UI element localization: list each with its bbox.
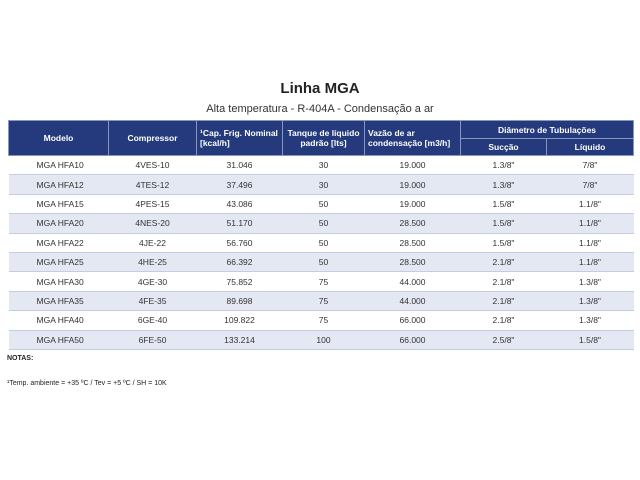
footnote-text: ¹Temp. ambiente = +35 ºC / Tev = +5 ºC / SH = 10K xyxy=(7,380,167,387)
page-subtitle: Alta temperatura - R-404A - Condensação a ar xyxy=(206,103,434,115)
cell-liquido: 7/8" xyxy=(547,175,634,194)
cell-compressor: 4NES-20 xyxy=(109,214,197,233)
header-tanque: Tanque de líquido padrão [lts] xyxy=(283,121,365,156)
cell-tanque: 75 xyxy=(283,291,365,310)
cell-tanque: 50 xyxy=(283,194,365,213)
cell-compressor: 4PES-15 xyxy=(109,194,197,213)
cell-modelo: MGA HFA35 xyxy=(9,291,109,310)
cell-cap: 43.086 xyxy=(197,194,283,213)
cell-vazao: 19.000 xyxy=(365,175,461,194)
cell-modelo: MGA HFA50 xyxy=(9,330,109,349)
header-vazao: Vazão de ar condensação [m3/h] xyxy=(365,121,461,156)
cell-cap: 37.496 xyxy=(197,175,283,194)
notes-label: NOTAS: xyxy=(7,355,34,362)
cell-succao: 1.5/8" xyxy=(461,194,547,213)
cell-succao: 1.5/8" xyxy=(461,214,547,233)
header-liquido: Líquido xyxy=(547,139,634,156)
cell-cap: 109.822 xyxy=(197,311,283,330)
cell-compressor: 4JE-22 xyxy=(109,233,197,252)
cell-liquido: 1.3/8" xyxy=(547,291,634,310)
cell-modelo: MGA HFA20 xyxy=(9,214,109,233)
cell-modelo: MGA HFA30 xyxy=(9,272,109,291)
cell-cap: 56.760 xyxy=(197,233,283,252)
table-row xyxy=(9,233,634,252)
cell-liquido: 1.3/8" xyxy=(547,272,634,291)
cell-cap: 31.046 xyxy=(197,156,283,175)
cell-compressor: 4TES-12 xyxy=(109,175,197,194)
cell-compressor: 4FE-35 xyxy=(109,291,197,310)
cell-modelo: MGA HFA22 xyxy=(9,233,109,252)
cell-tanque: 30 xyxy=(283,175,365,194)
cell-modelo: MGA HFA15 xyxy=(9,194,109,213)
cell-modelo: MGA HFA12 xyxy=(9,175,109,194)
table-row xyxy=(9,156,634,175)
cell-vazao: 28.500 xyxy=(365,252,461,271)
cell-liquido: 1.1/8" xyxy=(547,194,634,213)
cell-vazao: 44.000 xyxy=(365,291,461,310)
cell-tanque: 30 xyxy=(283,156,365,175)
cell-succao: 2.1/8" xyxy=(461,311,547,330)
page-title: Linha MGA xyxy=(280,80,360,97)
header-succao: Sucção xyxy=(461,139,547,156)
cell-tanque: 50 xyxy=(283,214,365,233)
cell-cap: 133.214 xyxy=(197,330,283,349)
cell-vazao: 28.500 xyxy=(365,214,461,233)
table-row xyxy=(9,291,634,310)
cell-succao: 1.3/8" xyxy=(461,156,547,175)
cell-vazao: 28.500 xyxy=(365,233,461,252)
table-row xyxy=(9,272,634,291)
table-row xyxy=(9,175,634,194)
table-row xyxy=(9,214,634,233)
cell-succao: 2.1/8" xyxy=(461,272,547,291)
cell-compressor: 4GE-30 xyxy=(109,272,197,291)
cell-succao: 1.5/8" xyxy=(461,233,547,252)
cell-liquido: 1.3/8" xyxy=(547,311,634,330)
cell-tanque: 50 xyxy=(283,252,365,271)
cell-succao: 2.1/8" xyxy=(461,291,547,310)
table-body xyxy=(9,156,634,350)
cell-modelo: MGA HFA25 xyxy=(9,252,109,271)
cell-vazao: 44.000 xyxy=(365,272,461,291)
header-cap-frig: ¹Cap. Frig. Nominal [kcal/h] xyxy=(197,121,283,156)
cell-tanque: 50 xyxy=(283,233,365,252)
cell-tanque: 75 xyxy=(283,311,365,330)
cell-liquido: 7/8" xyxy=(547,156,634,175)
table-row xyxy=(9,252,634,271)
spec-table xyxy=(8,120,634,350)
table-row xyxy=(9,194,634,213)
cell-modelo: MGA HFA40 xyxy=(9,311,109,330)
cell-liquido: 1.1/8" xyxy=(547,214,634,233)
cell-tanque: 75 xyxy=(283,272,365,291)
cell-liquido: 1.1/8" xyxy=(547,252,634,271)
table-row xyxy=(9,330,634,349)
cell-vazao: 19.000 xyxy=(365,194,461,213)
cell-modelo: MGA HFA10 xyxy=(9,156,109,175)
cell-cap: 75.852 xyxy=(197,272,283,291)
cell-vazao: 19.000 xyxy=(365,156,461,175)
table-row xyxy=(9,311,634,330)
cell-succao: 1.3/8" xyxy=(461,175,547,194)
cell-cap: 66.392 xyxy=(197,252,283,271)
cell-cap: 51.170 xyxy=(197,214,283,233)
cell-compressor: 6FE-50 xyxy=(109,330,197,349)
cell-vazao: 66.000 xyxy=(365,311,461,330)
cell-succao: 2.5/8" xyxy=(461,330,547,349)
cell-compressor: 6GE-40 xyxy=(109,311,197,330)
header-compressor: Compressor xyxy=(109,121,197,156)
cell-vazao: 66.000 xyxy=(365,330,461,349)
header-modelo: Modelo xyxy=(9,121,109,156)
cell-tanque: 100 xyxy=(283,330,365,349)
cell-liquido: 1.5/8" xyxy=(547,330,634,349)
cell-liquido: 1.1/8" xyxy=(547,233,634,252)
cell-compressor: 4HE-25 xyxy=(109,252,197,271)
header-diametro: Diâmetro de Tubulações xyxy=(461,121,634,139)
cell-compressor: 4VES-10 xyxy=(109,156,197,175)
cell-cap: 89.698 xyxy=(197,291,283,310)
cell-succao: 2.1/8" xyxy=(461,252,547,271)
